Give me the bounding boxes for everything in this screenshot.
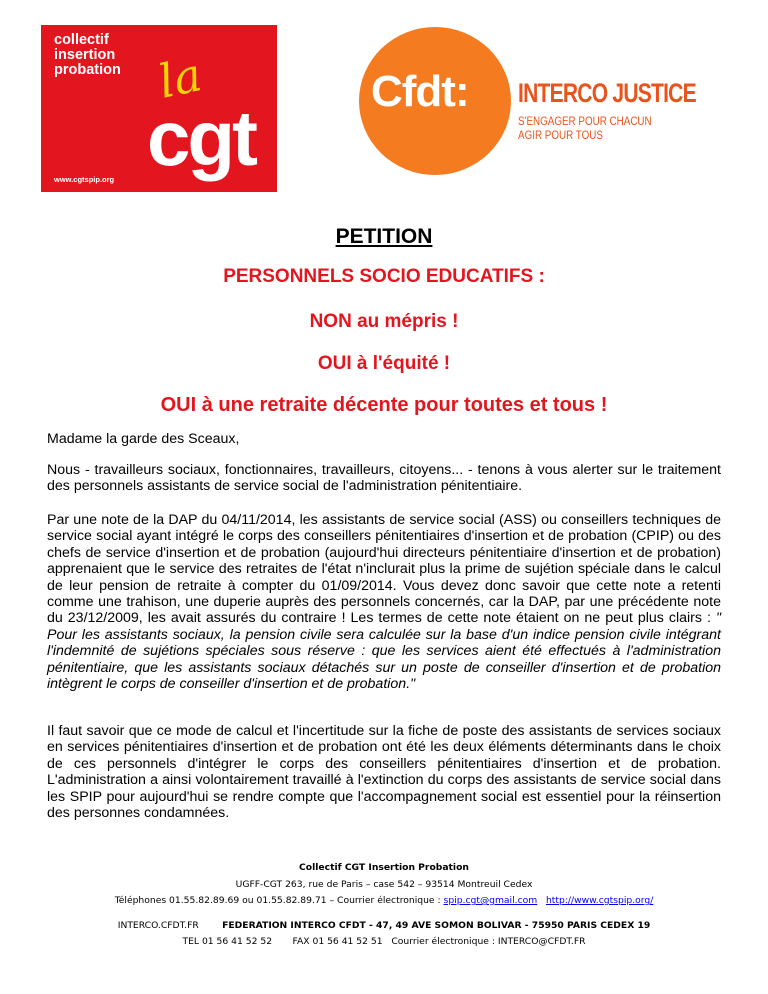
footer-cfdt-site: INTERCO.CFDT.FR xyxy=(117,920,199,931)
paragraph-3: Il faut savoir que ce mode de calcul et l'incertitude sur la fiche de poste des assistants de services sociaux en services pénitentiaires d'insertion et de probation ont été les deux éléments déterminants dans le choix de ces personnels d'intégrer le corps des conseillers pénitentiaires d'insertion et de probation. L'administration a ainsi volontairement travaillé à l'extinction du corps des assistants de service social dans les SPIP pour aujourd'hui se rendre compte que l'accompagnement social est essentiel pour la réinsertion des personnes condamnées. xyxy=(47,723,721,822)
salutation: Madame la garde des Sceaux, xyxy=(47,431,240,447)
footer-website-link[interactable]: http://www.cgtspip.org/ xyxy=(545,895,654,906)
footer-cfdt-fax: FAX 01 56 41 52 51 xyxy=(292,936,383,947)
footer-cfdt-address-line xyxy=(0,918,768,934)
heading-line-4: OUI à une retraite décente pour toutes et tous ! xyxy=(160,394,608,416)
heading-line-3: OUI à l'équité ! xyxy=(317,353,451,374)
cgt-logo-line2: insertion xyxy=(54,47,116,63)
petition-title: PETITION xyxy=(335,225,433,248)
footer-contact-prefix: Téléphones 01.55.82.89.69 ou 01.55.82.89.71 – Courrier électronique : xyxy=(114,895,444,906)
footer-cfdt-mail: Courrier électronique : INTERCO@CFDT.FR xyxy=(391,936,586,947)
cfdt-slogan-line2: AGIR POUR TOUS xyxy=(518,128,603,142)
paragraph-1: Nous - travailleurs sociaux, fonctionnaires, travailleurs, citoyens... - tenons à vous alerter sur le traitement des personnels assistants de service social de l'administration pénitentiaire. xyxy=(47,462,721,495)
cgt-logo-la: la xyxy=(153,47,207,109)
cfdt-logo-wordmark: Cfdt: xyxy=(371,67,469,116)
cgt-logo-line3: probation xyxy=(54,62,121,78)
cgt-logo-url: www.cgtspip.org xyxy=(54,175,115,184)
heading-line-1: PERSONNELS SOCIO EDUCATIFS : xyxy=(223,266,545,287)
footer-cfdt-tel: TEL 01 56 41 52 52 xyxy=(182,936,273,947)
cgt-logo xyxy=(41,25,277,192)
footer-email-link[interactable]: spip.cgt@gmail.com xyxy=(443,895,538,906)
footer-org: Collectif CGT Insertion Probation xyxy=(299,862,469,873)
paragraph-2-quote: " Pour les assistants sociaux, la pension civile sera calculée sur la base d'un indice pension civile intégrant l'indemnité de sujétions spéciales sous réserve : que les services aient été effectués à l'administration pénitentiaire, que les assistants sociaux détachés sur un poste de conseiller d'insertion et de probation intègrent le corps de conseiller d'insertion et de probation." xyxy=(47,610,721,693)
footer-address: UGFF-CGT 263, rue de Paris – case 542 – 93514 Montreuil Cedex xyxy=(235,879,533,890)
cfdt-logo-title: INTERCO JUSTICE xyxy=(518,78,696,108)
cfdt-logo-slogan xyxy=(518,114,652,142)
heading-line-2: NON au mépris ! xyxy=(309,311,459,332)
footer-contact xyxy=(0,893,768,909)
cfdt-slogan-line1: S'ENGAGER POUR CHACUN xyxy=(518,114,652,128)
footer-cfdt-contact-line xyxy=(0,934,768,950)
cgt-logo-caption xyxy=(54,33,121,78)
cgt-logo-line1: collectif xyxy=(54,32,109,48)
paragraph-2-text: Par une note de la DAP du 04/11/2014, les assistants de service social (ASS) ou conseillers techniques de service social ayant intégré le corps des conseillers pénitentiaires d'insertion et de probation (CPIP) ou des chefs de service d'insertion et de probation (aujourd'hui directeurs pénitentiaire d'insertion et de probation) apprenaient que le service des retraites de l'état n'inclurait plus la prime de sujétion spéciale dans le calcul de leur pension de retraite à compter du 01/09/2014. Vous devez donc savoir que cette note a retenti comme une trahison, une duperie auprès des personnels concernés, car la DAP, par une précédente note du 23/12/2009, les avait assurés du contraire ! Les termes de cette note étaient on ne peut plus clairs : xyxy=(47,512,721,627)
cgt-logo-wordmark: cgt xyxy=(147,94,255,182)
footer-cfdt-address: FEDERATION INTERCO CFDT - 47, 49 AVE SOMON BOLIVAR - 75950 PARIS CEDEX 19 xyxy=(222,920,651,931)
paragraph-2 xyxy=(47,512,721,692)
